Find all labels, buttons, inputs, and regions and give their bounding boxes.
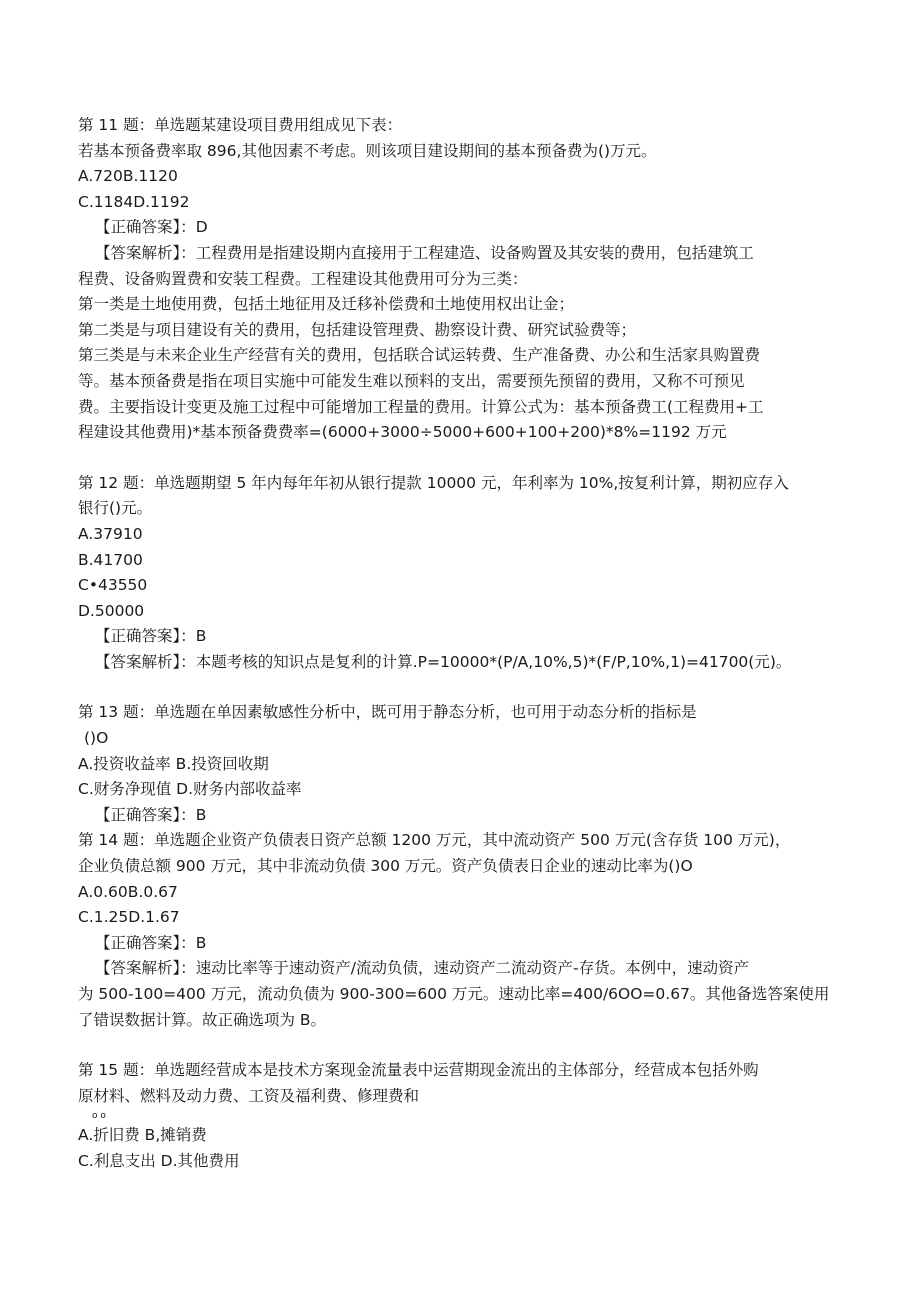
options-line: C.财务净现值 D.财务内部收益率 [78, 780, 302, 799]
answer-analysis-line: 为 500-100=400 万元，流动负债为 900-300=600 万元。速动比率=400/6OO=0.67。其他备选答案使用 [78, 985, 830, 1003]
question-title: 第 14 题：单选题企业资产负债表日资产总额 1200 万元，其中流动资产 500 万元(含存货 100 万元)， [78, 831, 791, 850]
options-line: A.720B.1120 [78, 167, 178, 186]
stray-mark: o o [92, 1111, 106, 1122]
options-line: C.1.25D.1.67 [78, 908, 180, 927]
correct-answer: 【正确答案】：B [95, 933, 207, 952]
correct-answer: 【正确答案】：B [95, 627, 207, 646]
options-line: A.投资收益率 B.投资回收期 [78, 754, 269, 773]
options-line: A.折旧费 B,摊销费 [78, 1126, 207, 1145]
question-title: 第 12 题：单选题期望 5 年内每年年初从银行提款 10000 元，年利率为 10%,按复利计算，期初应存入 [78, 473, 789, 492]
spacer [78, 675, 838, 700]
option-c: C•43550 [78, 576, 148, 595]
question-title-continued: 银行()元。 [78, 499, 153, 518]
question-title: 第 11 题：单选题某建设项目费用组成见下表： [78, 116, 403, 134]
correct-answer: 【正确答案】：B [95, 805, 207, 824]
question-13 [78, 700, 838, 828]
answer-analysis: 【答案解析】：工程费用是指建设期内直接用于工程建造、设备购置及其安装的费用，包括建筑工 [95, 243, 754, 262]
answer-analysis-line: 第三类是与未来企业生产经营有关的费用，包括联合试运转费、生产准备费、办公和生活家具购置费 [78, 346, 761, 365]
answer-analysis-line: 等。基本预备费是指在项目实施中可能发生难以预料的支出，需要预先预留的费用，又称不可预见 [78, 371, 745, 390]
options-line: C.1184D.1192 [78, 192, 190, 211]
question-11 [78, 113, 838, 446]
question-title-continued: 企业负债总额 900 万元，其中非流动负债 300 万元。资产负债表日企业的速动比率为()O [78, 857, 693, 876]
question-12 [78, 471, 838, 676]
spacer [78, 446, 838, 471]
option-b: B.41700 [78, 550, 143, 569]
question-stem: 若基本预备费率取 896,其他因素不考虑。则该项目建设期间的基本预备费为()万元。 [78, 141, 657, 160]
spacer [78, 1033, 838, 1058]
answer-analysis: 【答案解析】：速动比率等于速动资产/流动负债，速动资产二流动资产-存货。本例中，速动资产 [95, 959, 750, 978]
answer-analysis-line: 程建设其他费用)*基本预备费费率=(6000+3000÷5000+600+100+200)*8%=1192 万元 [78, 423, 727, 442]
document-page [78, 113, 838, 1175]
question-14 [78, 828, 838, 1033]
question-title-continued: ()O [84, 729, 109, 748]
option-d: D.50000 [78, 601, 145, 620]
answer-analysis-line: 了错误数据计算。故正确选项为 B。 [78, 1010, 327, 1029]
question-15 [78, 1058, 838, 1174]
correct-answer: 【正确答案】：D [95, 218, 208, 237]
question-title: 第 15 题：单选题经营成本是技术方案现金流量表中运营期现金流出的主体部分，经营成本包括外购 [78, 1061, 759, 1080]
question-title-continued: 原材料、燃料及动力费、工资及福利费、修理费和 [78, 1086, 420, 1105]
answer-analysis: 【答案解析】：本题考核的知识点是复利的计算.P=10000*(P/A,10%,5)*(F/P,10%,1)=41700(元)。 [95, 652, 792, 671]
answer-analysis-line: 第二类是与项目建设有关的费用，包括建设管理费、勘察设计费、研究试验费等； [78, 320, 637, 339]
answer-analysis-line: 程费、设备购置费和安装工程费。工程建设其他费用可分为三类： [78, 269, 528, 288]
option-a: A.37910 [78, 524, 143, 543]
options-line: A.0.60B.0.67 [78, 882, 178, 901]
answer-analysis-line: 第一类是土地使用费，包括土地征用及迁移补偿费和土地使用权出让金； [78, 295, 575, 314]
answer-analysis-line: 费。主要指设计变更及施工过程中可能增加工程量的费用。计算公式为：基本预备费工(工程费用+工 [78, 397, 764, 416]
question-title: 第 13 题：单选题在单因素敏感性分析中，既可用于静态分析，也可用于动态分析的指标是 [78, 703, 697, 722]
options-line: C.利息支出 D.其他费用 [78, 1151, 240, 1170]
